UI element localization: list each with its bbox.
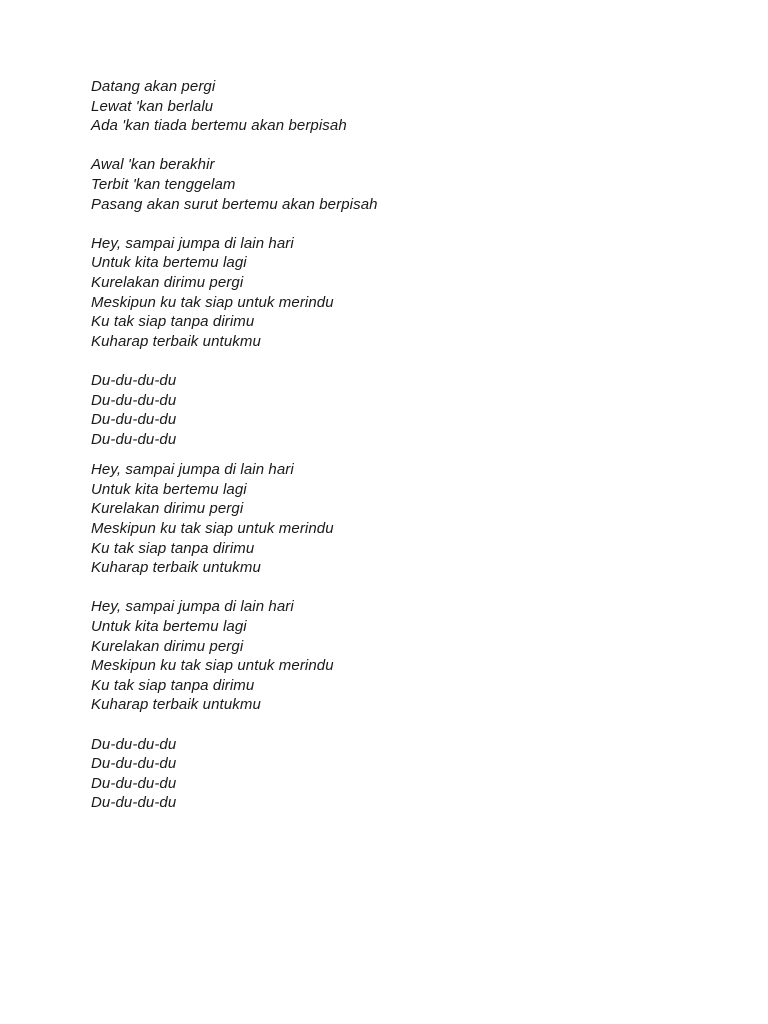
lyrics-body bbox=[91, 77, 731, 813]
lyric-line: Kurelakan dirimu pergi bbox=[91, 500, 244, 518]
stanza-7 bbox=[91, 735, 731, 813]
lyric-line: Kurelakan dirimu pergi bbox=[91, 273, 244, 291]
lyric-line: Meskipun ku tak siap untuk merindu bbox=[91, 293, 334, 311]
lyric-line: Du-du-du-du bbox=[91, 391, 177, 409]
lyric-line: Kuharap terbaik untukmu bbox=[91, 559, 261, 577]
lyric-line: Hey, sampai jumpa di lain hari bbox=[91, 598, 294, 616]
stanza-1 bbox=[91, 77, 731, 136]
lyric-line: Du-du-du-du bbox=[91, 755, 177, 773]
lyric-line: Kuharap terbaik untukmu bbox=[91, 332, 261, 350]
lyric-line: Du-du-du-du bbox=[91, 774, 177, 792]
stanza-5 bbox=[91, 460, 731, 578]
lyric-line: Untuk kita bertemu lagi bbox=[91, 254, 247, 272]
lyric-line: Du-du-du-du bbox=[91, 794, 177, 812]
stanza-gap bbox=[91, 136, 731, 156]
lyric-line: Terbit 'kan tenggelam bbox=[91, 175, 236, 193]
lyric-line: Hey, sampai jumpa di lain hari bbox=[91, 234, 294, 252]
lyric-line: Ku tak siap tanpa dirimu bbox=[91, 676, 255, 694]
lyric-line: Datang akan pergi bbox=[91, 78, 216, 95]
stanza-2 bbox=[91, 155, 731, 214]
lyric-line: Awal 'kan berakhir bbox=[91, 156, 215, 174]
lyric-line: Ku tak siap tanpa dirimu bbox=[91, 539, 255, 557]
lyric-line: Hey, sampai jumpa di lain hari bbox=[91, 461, 294, 479]
stanza-3 bbox=[91, 234, 731, 352]
lyric-line: Untuk kita bertemu lagi bbox=[91, 618, 247, 636]
stanza-4 bbox=[91, 371, 731, 449]
lyric-line: Du-du-du-du bbox=[91, 735, 177, 753]
stanza-gap bbox=[91, 214, 731, 234]
lyric-line: Meskipun ku tak siap untuk merindu bbox=[91, 657, 334, 675]
lyric-line: Du-du-du-du bbox=[91, 371, 177, 389]
lyric-line: Du-du-du-du bbox=[91, 430, 177, 448]
lyric-line: Meskipun ku tak siap untuk merindu bbox=[91, 520, 334, 538]
lyric-line: Untuk kita bertemu lagi bbox=[91, 480, 247, 498]
stanza-gap bbox=[91, 578, 731, 598]
lyric-line: Du-du-du-du bbox=[91, 411, 177, 429]
lyric-line: Kuharap terbaik untukmu bbox=[91, 696, 261, 714]
lyric-line: Kurelakan dirimu pergi bbox=[91, 637, 244, 655]
stanza-gap bbox=[91, 449, 731, 460]
stanza-6 bbox=[91, 597, 731, 715]
lyric-line: Ku tak siap tanpa dirimu bbox=[91, 313, 255, 331]
lyric-line: Pasang akan surut bertemu akan berpisah bbox=[91, 195, 378, 213]
stanza-gap bbox=[91, 351, 731, 371]
lyric-line: Lewat 'kan berlalu bbox=[91, 97, 214, 115]
lyric-line: Ada 'kan tiada bertemu akan berpisah bbox=[91, 117, 347, 135]
stanza-gap bbox=[91, 715, 731, 735]
